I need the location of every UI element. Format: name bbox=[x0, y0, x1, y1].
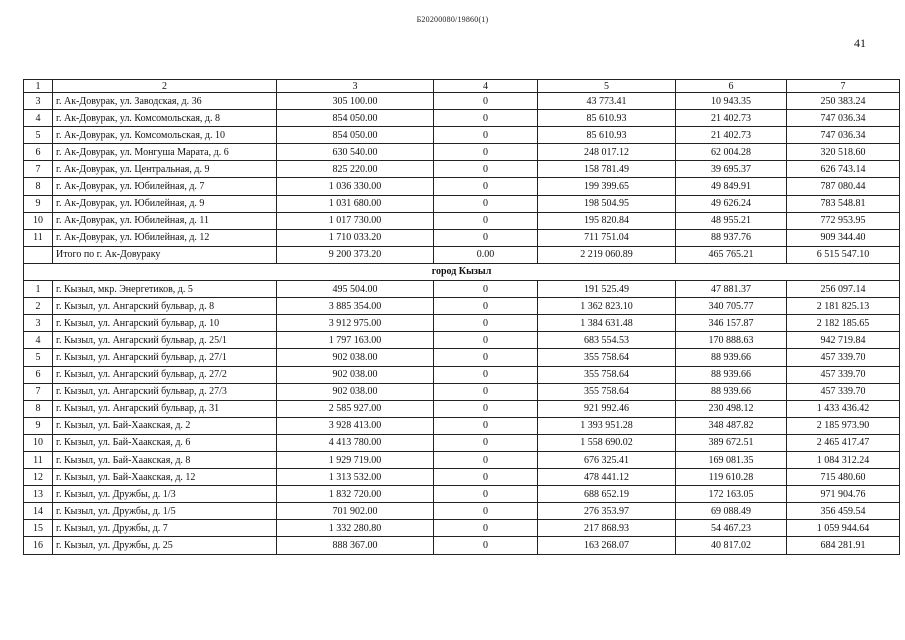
table-row bbox=[24, 400, 900, 417]
col-4-value-cell: 0 bbox=[434, 212, 538, 229]
col-5-value-cell: 85 610.93 bbox=[538, 110, 676, 127]
col-4-value-cell: 0 bbox=[434, 503, 538, 520]
col-6-value-cell: 346 157.87 bbox=[676, 315, 787, 332]
row-number-cell: 7 bbox=[24, 383, 53, 400]
address-cell: г. Ак-Довурак, ул. Заводская, д. 36 bbox=[53, 93, 277, 110]
table-row bbox=[24, 298, 900, 315]
row-number-cell: 12 bbox=[24, 469, 53, 486]
col-4-value-cell: 0 bbox=[434, 434, 538, 451]
col-6-value-cell: 88 939.66 bbox=[676, 383, 787, 400]
col-5-value-cell: 43 773.41 bbox=[538, 93, 676, 110]
address-cell: г. Кызыл, ул. Бай-Хаакская, д. 2 bbox=[53, 417, 277, 434]
col-3-value-cell: 854 050.00 bbox=[277, 110, 434, 127]
col-5-value-cell: 711 751.04 bbox=[538, 229, 676, 246]
column-header: 5 bbox=[538, 80, 676, 93]
table-row bbox=[24, 195, 900, 212]
col-4-value-cell: 0 bbox=[434, 469, 538, 486]
address-cell: Итого по г. Ак-Довураку bbox=[53, 246, 277, 263]
row-number-cell: 10 bbox=[24, 434, 53, 451]
section-title: город Кызыл bbox=[24, 263, 900, 280]
row-number-cell: 3 bbox=[24, 93, 53, 110]
col-6-value-cell: 119 610.28 bbox=[676, 469, 787, 486]
address-cell: г. Кызыл, ул. Дружбы, д. 1/3 bbox=[53, 486, 277, 503]
col-7-value-cell: 356 459.54 bbox=[787, 503, 900, 520]
col-4-value-cell: 0 bbox=[434, 93, 538, 110]
col-7-value-cell: 747 036.34 bbox=[787, 110, 900, 127]
col-3-value-cell: 3 885 354.00 bbox=[277, 298, 434, 315]
col-3-value-cell: 495 504.00 bbox=[277, 281, 434, 298]
address-cell: г. Ак-Довурак, ул. Юбилейная, д. 11 bbox=[53, 212, 277, 229]
col-7-value-cell: 2 185 973.90 bbox=[787, 417, 900, 434]
address-cell: г. Кызыл, ул. Ангарский бульвар, д. 27/3 bbox=[53, 383, 277, 400]
row-number-cell: 16 bbox=[24, 537, 53, 554]
col-3-value-cell: 2 585 927.00 bbox=[277, 400, 434, 417]
col-7-value-cell: 256 097.14 bbox=[787, 281, 900, 298]
col-4-value-cell: 0 bbox=[434, 127, 538, 144]
col-5-value-cell: 2 219 060.89 bbox=[538, 246, 676, 263]
col-6-value-cell: 172 163.05 bbox=[676, 486, 787, 503]
address-cell: г. Ак-Довурак, ул. Юбилейная, д. 9 bbox=[53, 195, 277, 212]
col-4-value-cell: 0 bbox=[434, 178, 538, 195]
col-5-value-cell: 683 554.53 bbox=[538, 332, 676, 349]
column-header: 6 bbox=[676, 80, 787, 93]
row-number-cell: 6 bbox=[24, 366, 53, 383]
col-6-value-cell: 49 626.24 bbox=[676, 195, 787, 212]
col-7-value-cell: 684 281.91 bbox=[787, 537, 900, 554]
col-5-value-cell: 248 017.12 bbox=[538, 144, 676, 161]
row-number-cell: 4 bbox=[24, 332, 53, 349]
col-5-value-cell: 198 504.95 bbox=[538, 195, 676, 212]
row-number-cell: 13 bbox=[24, 486, 53, 503]
column-header: 7 bbox=[787, 80, 900, 93]
col-7-value-cell: 320 518.60 bbox=[787, 144, 900, 161]
table-row bbox=[24, 93, 900, 110]
address-cell: г. Кызыл, ул. Дружбы, д. 25 bbox=[53, 537, 277, 554]
col-5-value-cell: 688 652.19 bbox=[538, 486, 676, 503]
col-3-value-cell: 902 038.00 bbox=[277, 383, 434, 400]
col-6-value-cell: 47 881.37 bbox=[676, 281, 787, 298]
col-3-value-cell: 1 313 532.00 bbox=[277, 469, 434, 486]
col-3-value-cell: 825 220.00 bbox=[277, 161, 434, 178]
address-cell: г. Кызыл, ул. Ангарский бульвар, д. 31 bbox=[53, 400, 277, 417]
total-row bbox=[24, 246, 900, 263]
col-5-value-cell: 217 868.93 bbox=[538, 520, 676, 537]
address-cell: г. Ак-Довурак, ул. Центральная, д. 9 bbox=[53, 161, 277, 178]
col-6-value-cell: 62 004.28 bbox=[676, 144, 787, 161]
col-3-value-cell: 1 832 720.00 bbox=[277, 486, 434, 503]
row-number-cell bbox=[24, 246, 53, 263]
col-4-value-cell: 0 bbox=[434, 537, 538, 554]
row-number-cell: 9 bbox=[24, 417, 53, 434]
col-4-value-cell: 0 bbox=[434, 486, 538, 503]
row-number-cell: 5 bbox=[24, 349, 53, 366]
col-6-value-cell: 88 939.66 bbox=[676, 349, 787, 366]
table-row bbox=[24, 469, 900, 486]
col-7-value-cell: 1 059 944.64 bbox=[787, 520, 900, 537]
col-6-value-cell: 230 498.12 bbox=[676, 400, 787, 417]
table-row bbox=[24, 486, 900, 503]
col-4-value-cell: 0 bbox=[434, 520, 538, 537]
col-3-value-cell: 888 367.00 bbox=[277, 537, 434, 554]
address-cell: г. Ак-Довурак, ул. Монгуша Марата, д. 6 bbox=[53, 144, 277, 161]
col-4-value-cell: 0 bbox=[434, 332, 538, 349]
table-row bbox=[24, 366, 900, 383]
table-row bbox=[24, 417, 900, 434]
row-number-cell: 10 bbox=[24, 212, 53, 229]
col-3-value-cell: 305 100.00 bbox=[277, 93, 434, 110]
col-7-value-cell: 2 465 417.47 bbox=[787, 434, 900, 451]
col-7-value-cell: 457 339.70 bbox=[787, 366, 900, 383]
col-6-value-cell: 69 088.49 bbox=[676, 503, 787, 520]
table-row bbox=[24, 178, 900, 195]
col-7-value-cell: 909 344.40 bbox=[787, 229, 900, 246]
col-7-value-cell: 2 182 185.65 bbox=[787, 315, 900, 332]
col-7-value-cell: 2 181 825.13 bbox=[787, 298, 900, 315]
table-row bbox=[24, 520, 900, 537]
col-5-value-cell: 355 758.64 bbox=[538, 383, 676, 400]
table-row bbox=[24, 332, 900, 349]
col-5-value-cell: 158 781.49 bbox=[538, 161, 676, 178]
col-7-value-cell: 1 084 312.24 bbox=[787, 451, 900, 468]
address-cell: г. Кызыл, ул. Ангарский бульвар, д. 27/1 bbox=[53, 349, 277, 366]
row-number-cell: 11 bbox=[24, 229, 53, 246]
column-header: 4 bbox=[434, 80, 538, 93]
col-5-value-cell: 1 362 823.10 bbox=[538, 298, 676, 315]
row-number-cell: 6 bbox=[24, 144, 53, 161]
col-5-value-cell: 1 384 631.48 bbox=[538, 315, 676, 332]
address-cell: г. Кызыл, ул. Бай-Хаакская, д. 12 bbox=[53, 469, 277, 486]
col-3-value-cell: 630 540.00 bbox=[277, 144, 434, 161]
address-cell: г. Ак-Довурак, ул. Юбилейная, д. 7 bbox=[53, 178, 277, 195]
col-4-value-cell: 0 bbox=[434, 298, 538, 315]
row-number-cell: 4 bbox=[24, 110, 53, 127]
col-6-value-cell: 88 937.76 bbox=[676, 229, 787, 246]
row-number-cell: 3 bbox=[24, 315, 53, 332]
col-4-value-cell: 0 bbox=[434, 349, 538, 366]
col-5-value-cell: 1 558 690.02 bbox=[538, 434, 676, 451]
col-5-value-cell: 355 758.64 bbox=[538, 349, 676, 366]
col-4-value-cell: 0 bbox=[434, 315, 538, 332]
col-3-value-cell: 1 031 680.00 bbox=[277, 195, 434, 212]
col-4-value-cell: 0 bbox=[434, 451, 538, 468]
table-header-row bbox=[24, 80, 900, 93]
col-4-value-cell: 0 bbox=[434, 366, 538, 383]
table-row bbox=[24, 451, 900, 468]
table-row bbox=[24, 315, 900, 332]
col-7-value-cell: 715 480.60 bbox=[787, 469, 900, 486]
col-5-value-cell: 85 610.93 bbox=[538, 127, 676, 144]
col-5-value-cell: 191 525.49 bbox=[538, 281, 676, 298]
col-6-value-cell: 21 402.73 bbox=[676, 110, 787, 127]
col-4-value-cell: 0 bbox=[434, 110, 538, 127]
table-row bbox=[24, 503, 900, 520]
table-row bbox=[24, 110, 900, 127]
table-body bbox=[24, 80, 900, 555]
col-6-value-cell: 39 695.37 bbox=[676, 161, 787, 178]
col-6-value-cell: 49 849.91 bbox=[676, 178, 787, 195]
col-3-value-cell: 902 038.00 bbox=[277, 349, 434, 366]
row-number-cell: 8 bbox=[24, 400, 53, 417]
table-row bbox=[24, 127, 900, 144]
row-number-cell: 7 bbox=[24, 161, 53, 178]
row-number-cell: 14 bbox=[24, 503, 53, 520]
col-6-value-cell: 389 672.51 bbox=[676, 434, 787, 451]
table-row bbox=[24, 281, 900, 298]
row-number-cell: 1 bbox=[24, 281, 53, 298]
col-6-value-cell: 10 943.35 bbox=[676, 93, 787, 110]
data-table bbox=[23, 79, 900, 555]
address-cell: г. Кызыл, ул. Дружбы, д. 1/5 bbox=[53, 503, 277, 520]
document-id: Б20200080/19860(1) bbox=[416, 15, 489, 24]
table-row bbox=[24, 434, 900, 451]
col-4-value-cell: 0 bbox=[434, 161, 538, 178]
col-4-value-cell: 0 bbox=[434, 400, 538, 417]
table-row bbox=[24, 537, 900, 554]
col-6-value-cell: 340 705.77 bbox=[676, 298, 787, 315]
table-row bbox=[24, 229, 900, 246]
col-6-value-cell: 465 765.21 bbox=[676, 246, 787, 263]
col-7-value-cell: 6 515 547.10 bbox=[787, 246, 900, 263]
col-4-value-cell: 0 bbox=[434, 195, 538, 212]
col-5-value-cell: 355 758.64 bbox=[538, 366, 676, 383]
col-5-value-cell: 921 992.46 bbox=[538, 400, 676, 417]
row-number-cell: 11 bbox=[24, 451, 53, 468]
address-cell: г. Ак-Довурак, ул. Комсомольская, д. 10 bbox=[53, 127, 277, 144]
col-3-value-cell: 1 017 730.00 bbox=[277, 212, 434, 229]
col-7-value-cell: 250 383.24 bbox=[787, 93, 900, 110]
page-number: 41 bbox=[854, 36, 866, 50]
col-4-value-cell: 0 bbox=[434, 383, 538, 400]
address-cell: г. Кызыл, ул. Бай-Хаакская, д. 6 bbox=[53, 434, 277, 451]
address-cell: г. Кызыл, ул. Дружбы, д. 7 bbox=[53, 520, 277, 537]
col-6-value-cell: 88 939.66 bbox=[676, 366, 787, 383]
col-6-value-cell: 48 955.21 bbox=[676, 212, 787, 229]
col-6-value-cell: 54 467.23 bbox=[676, 520, 787, 537]
col-3-value-cell: 854 050.00 bbox=[277, 127, 434, 144]
col-5-value-cell: 276 353.97 bbox=[538, 503, 676, 520]
col-7-value-cell: 457 339.70 bbox=[787, 383, 900, 400]
col-3-value-cell: 3 928 413.00 bbox=[277, 417, 434, 434]
col-7-value-cell: 772 953.95 bbox=[787, 212, 900, 229]
column-header: 2 bbox=[53, 80, 277, 93]
col-5-value-cell: 195 820.84 bbox=[538, 212, 676, 229]
col-5-value-cell: 163 268.07 bbox=[538, 537, 676, 554]
col-5-value-cell: 478 441.12 bbox=[538, 469, 676, 486]
table-row bbox=[24, 161, 900, 178]
address-cell: г. Кызыл, ул. Ангарский бульвар, д. 8 bbox=[53, 298, 277, 315]
row-number-cell: 5 bbox=[24, 127, 53, 144]
col-4-value-cell: 0.00 bbox=[434, 246, 538, 263]
col-4-value-cell: 0 bbox=[434, 417, 538, 434]
col-5-value-cell: 199 399.65 bbox=[538, 178, 676, 195]
table-row bbox=[24, 383, 900, 400]
col-6-value-cell: 170 888.63 bbox=[676, 332, 787, 349]
col-6-value-cell: 169 081.35 bbox=[676, 451, 787, 468]
column-header: 3 bbox=[277, 80, 434, 93]
table-row bbox=[24, 349, 900, 366]
col-6-value-cell: 348 487.82 bbox=[676, 417, 787, 434]
col-6-value-cell: 21 402.73 bbox=[676, 127, 787, 144]
col-3-value-cell: 1 797 163.00 bbox=[277, 332, 434, 349]
col-7-value-cell: 626 743.14 bbox=[787, 161, 900, 178]
col-3-value-cell: 1 929 719.00 bbox=[277, 451, 434, 468]
col-3-value-cell: 1 710 033.20 bbox=[277, 229, 434, 246]
col-3-value-cell: 9 200 373.20 bbox=[277, 246, 434, 263]
table-row bbox=[24, 144, 900, 161]
row-number-cell: 8 bbox=[24, 178, 53, 195]
col-7-value-cell: 971 904.76 bbox=[787, 486, 900, 503]
col-6-value-cell: 40 817.02 bbox=[676, 537, 787, 554]
address-cell: г. Кызыл, ул. Бай-Хаакская, д. 8 bbox=[53, 451, 277, 468]
col-3-value-cell: 3 912 975.00 bbox=[277, 315, 434, 332]
address-cell: г. Кызыл, мкр. Энергетиков, д. 5 bbox=[53, 281, 277, 298]
row-number-cell: 2 bbox=[24, 298, 53, 315]
col-5-value-cell: 1 393 951.28 bbox=[538, 417, 676, 434]
col-7-value-cell: 942 719.84 bbox=[787, 332, 900, 349]
col-7-value-cell: 747 036.34 bbox=[787, 127, 900, 144]
section-row bbox=[24, 263, 900, 280]
address-cell: г. Кызыл, ул. Ангарский бульвар, д. 25/1 bbox=[53, 332, 277, 349]
col-3-value-cell: 902 038.00 bbox=[277, 366, 434, 383]
col-5-value-cell: 676 325.41 bbox=[538, 451, 676, 468]
col-3-value-cell: 1 332 280.80 bbox=[277, 520, 434, 537]
address-cell: г. Ак-Довурак, ул. Юбилейная, д. 12 bbox=[53, 229, 277, 246]
col-7-value-cell: 787 080.44 bbox=[787, 178, 900, 195]
col-7-value-cell: 457 339.70 bbox=[787, 349, 900, 366]
address-cell: г. Ак-Довурак, ул. Комсомольская, д. 8 bbox=[53, 110, 277, 127]
col-7-value-cell: 1 433 436.42 bbox=[787, 400, 900, 417]
row-number-cell: 9 bbox=[24, 195, 53, 212]
col-4-value-cell: 0 bbox=[434, 281, 538, 298]
table-row bbox=[24, 212, 900, 229]
col-4-value-cell: 0 bbox=[434, 144, 538, 161]
col-3-value-cell: 1 036 330.00 bbox=[277, 178, 434, 195]
col-7-value-cell: 783 548.81 bbox=[787, 195, 900, 212]
column-header: 1 bbox=[24, 80, 53, 93]
col-4-value-cell: 0 bbox=[434, 229, 538, 246]
row-number-cell: 15 bbox=[24, 520, 53, 537]
col-3-value-cell: 701 902.00 bbox=[277, 503, 434, 520]
col-3-value-cell: 4 413 780.00 bbox=[277, 434, 434, 451]
address-cell: г. Кызыл, ул. Ангарский бульвар, д. 27/2 bbox=[53, 366, 277, 383]
address-cell: г. Кызыл, ул. Ангарский бульвар, д. 10 bbox=[53, 315, 277, 332]
